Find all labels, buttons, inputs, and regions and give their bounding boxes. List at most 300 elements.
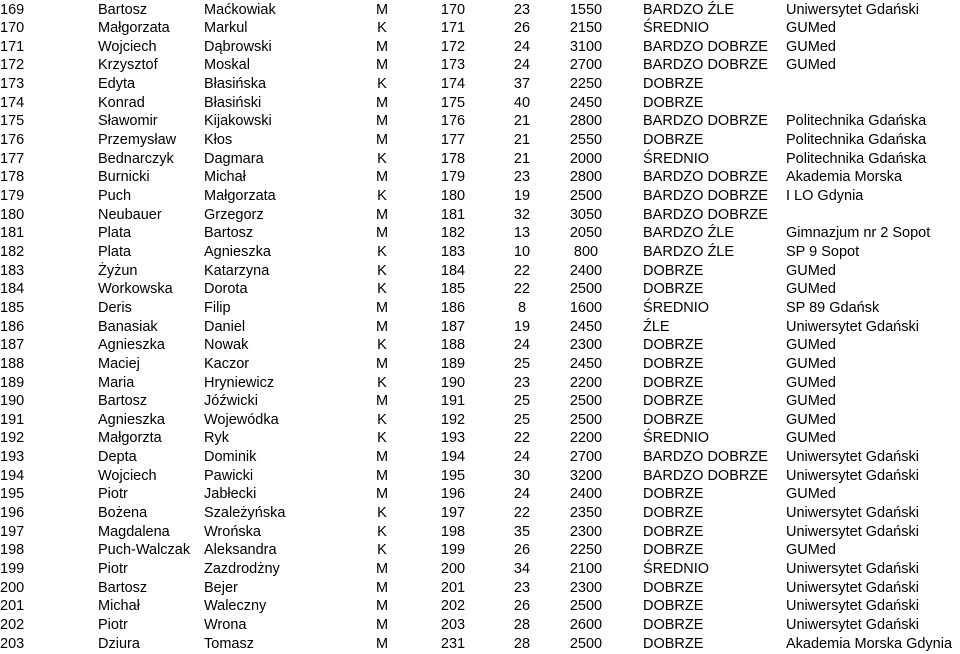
cell-col-5: 193 <box>440 430 466 447</box>
cell-institution: GUMed <box>786 393 836 410</box>
cell-col-6: 23 <box>513 169 531 186</box>
cell-col-7: 3100 <box>569 38 603 55</box>
cell-col-6: 21 <box>513 132 531 149</box>
table-row <box>0 224 960 242</box>
cell-col-7: 2600 <box>569 616 603 633</box>
cell-id: 170 <box>0 20 25 37</box>
cell-col-2: Depta <box>98 449 137 466</box>
cell-sex: K <box>377 374 387 391</box>
cell-rating: BARDZO DOBRZE <box>643 169 768 186</box>
cell-col-6: 25 <box>513 393 531 410</box>
cell-col-2: Bednarczyk <box>98 150 174 167</box>
cell-col-5: 182 <box>440 225 466 242</box>
cell-institution: Uniwersytet Gdański <box>786 505 919 522</box>
cell-institution: SP 9 Sopot <box>786 243 860 260</box>
cell-col-5: 198 <box>440 523 466 540</box>
cell-id: 184 <box>0 281 25 298</box>
table-row <box>0 411 960 429</box>
cell-col-7: 1550 <box>569 1 603 18</box>
cell-id: 172 <box>0 57 25 74</box>
cell-col-2: Bartosz <box>98 579 148 596</box>
cell-col-2: Agnieszka <box>98 337 165 354</box>
cell-col-5: 188 <box>440 337 466 354</box>
cell-institution: Politechnika Gdańska <box>786 132 927 149</box>
table-row <box>0 392 960 410</box>
cell-sex: M <box>375 393 389 410</box>
cell-id: 179 <box>0 188 25 204</box>
cell-col-7: 2250 <box>569 76 603 93</box>
cell-institution: GUMed <box>786 430 836 447</box>
cell-col-3: Aleksandra <box>204 542 277 559</box>
cell-rating: DOBRZE <box>643 132 704 149</box>
cell-col-5: 231 <box>440 635 466 652</box>
cell-col-7: 800 <box>573 243 599 260</box>
cell-col-3: Dagmara <box>204 150 264 167</box>
cell-col-7: 2250 <box>569 542 603 559</box>
cell-rating: DOBRZE <box>643 94 704 111</box>
cell-sex: K <box>377 411 387 428</box>
cell-col-2: Plata <box>98 225 132 242</box>
cell-id: 185 <box>0 299 25 316</box>
cell-institution: GUMed <box>786 374 836 391</box>
cell-sex: K <box>377 337 387 354</box>
cell-col-2: Piotr <box>98 486 128 503</box>
cell-id: 186 <box>0 318 25 335</box>
cell-rating: DOBRZE <box>643 598 704 615</box>
cell-rating: DOBRZE <box>643 486 704 503</box>
cell-col-2: Przemysław <box>98 132 177 149</box>
cell-institution: Uniwersytet Gdański <box>786 467 919 484</box>
cell-col-7: 1600 <box>569 299 603 316</box>
cell-rating: DOBRZE <box>643 542 704 559</box>
cell-col-5: 191 <box>440 393 466 410</box>
cell-institution: Politechnika Gdańska <box>786 113 927 130</box>
cell-col-5: 189 <box>440 355 466 372</box>
cell-col-2: Małgorzata <box>98 20 170 37</box>
cell-col-7: 2800 <box>569 113 603 130</box>
cell-col-2: Sławomir <box>98 113 158 130</box>
table-row <box>0 94 960 112</box>
cell-col-3: Kłos <box>204 132 233 149</box>
cell-col-2: Małgorzta <box>98 430 162 447</box>
cell-col-2: Bożena <box>98 505 148 522</box>
cell-col-5: 185 <box>440 281 466 298</box>
cell-col-3: Kijakowski <box>204 113 272 130</box>
cell-rating: DOBRZE <box>643 411 704 428</box>
cell-institution: I LO Gdynia <box>786 188 864 204</box>
cell-col-7: 2500 <box>569 188 603 204</box>
cell-institution: Akademia Morska <box>786 169 903 186</box>
cell-col-6: 24 <box>513 57 531 74</box>
cell-col-3: Błasińska <box>204 76 267 93</box>
table-row <box>0 243 960 261</box>
cell-col-7: 2300 <box>569 579 603 596</box>
cell-col-7: 2200 <box>569 374 603 391</box>
cell-institution: Uniwersytet Gdański <box>786 523 919 540</box>
cell-sex: M <box>375 57 389 74</box>
cell-rating: DOBRZE <box>643 76 704 93</box>
cell-col-6: 21 <box>513 113 531 130</box>
cell-col-3: Filip <box>204 299 231 316</box>
cell-sex: K <box>377 20 387 37</box>
table-row <box>0 560 960 578</box>
cell-institution: Akademia Morska Gdynia <box>786 635 953 652</box>
cell-col-2: Dziura <box>98 635 140 652</box>
cell-rating: BARDZO DOBRZE <box>643 449 768 466</box>
cell-col-6: 24 <box>513 449 531 466</box>
cell-col-5: 170 <box>440 1 466 18</box>
cell-col-6: 23 <box>513 1 531 18</box>
cell-col-6: 37 <box>513 76 531 93</box>
cell-col-7: 2000 <box>569 150 603 167</box>
cell-col-3: Daniel <box>204 318 246 335</box>
cell-col-3: Kaczor <box>204 355 250 372</box>
cell-col-3: Zazdrodżny <box>204 561 280 577</box>
cell-rating: ŚREDNIO <box>643 150 710 167</box>
cell-col-5: 171 <box>440 20 466 37</box>
cell-col-6: 34 <box>513 561 531 577</box>
cell-col-6: 23 <box>513 579 531 596</box>
cell-col-3: Moskal <box>204 57 250 74</box>
cell-col-2: Wojciech <box>98 467 157 484</box>
cell-rating: BARDZO DOBRZE <box>643 467 768 484</box>
cell-institution: GUMed <box>786 486 836 503</box>
cell-col-6: 22 <box>513 281 531 298</box>
table-row <box>0 206 960 224</box>
cell-col-5: 192 <box>440 411 466 428</box>
cell-institution: Gimnazjum nr 2 Sopot <box>786 225 931 242</box>
cell-sex: M <box>375 449 389 466</box>
cell-id: 203 <box>0 635 25 652</box>
cell-col-3: Wrońska <box>204 523 261 540</box>
cell-col-5: 178 <box>440 150 466 167</box>
cell-col-2: Puch <box>98 188 132 204</box>
cell-institution: GUMed <box>786 262 836 279</box>
cell-institution: Uniwersytet Gdański <box>786 598 919 615</box>
cell-col-3: Agnieszka <box>204 243 271 260</box>
cell-id: 187 <box>0 337 25 354</box>
cell-rating: DOBRZE <box>643 616 704 633</box>
cell-rating: DOBRZE <box>643 579 704 596</box>
cell-institution: GUMed <box>786 542 836 559</box>
cell-sex: K <box>377 430 387 447</box>
cell-col-7: 2450 <box>569 94 603 111</box>
cell-id: 188 <box>0 355 25 372</box>
cell-id: 176 <box>0 132 25 149</box>
cell-col-3: Jóźwicki <box>204 393 258 410</box>
cell-id: 199 <box>0 561 25 577</box>
cell-id: 200 <box>0 579 25 596</box>
cell-col-2: Piotr <box>98 561 128 577</box>
cell-col-3: Grzegorz <box>204 206 264 223</box>
table-row <box>0 187 960 205</box>
cell-sex: M <box>375 598 389 615</box>
cell-institution: Uniwersytet Gdański <box>786 561 919 577</box>
cell-institution: Uniwersytet Gdański <box>786 1 919 18</box>
cell-institution: GUMed <box>786 281 836 298</box>
cell-institution: GUMed <box>786 57 836 74</box>
cell-rating: ŹLE <box>643 318 670 335</box>
cell-col-6: 19 <box>513 318 531 335</box>
cell-sex: M <box>375 38 389 55</box>
cell-col-7: 2350 <box>569 505 603 522</box>
cell-col-7: 2300 <box>569 337 603 354</box>
cell-sex: M <box>375 1 389 18</box>
table-row <box>0 56 960 74</box>
cell-col-6: 19 <box>513 188 531 204</box>
cell-rating: BARDZO ŹLE <box>643 1 735 18</box>
cell-col-7: 2500 <box>569 393 603 410</box>
cell-col-6: 28 <box>513 616 531 633</box>
cell-col-2: Workowska <box>98 281 173 298</box>
cell-sex: K <box>377 150 387 167</box>
table-row <box>0 299 960 317</box>
cell-col-3: Nowak <box>204 337 249 354</box>
cell-sex: M <box>375 169 389 186</box>
cell-col-5: 173 <box>440 57 466 74</box>
cell-rating: DOBRZE <box>643 281 704 298</box>
cell-id: 190 <box>0 393 25 410</box>
cell-col-7: 3200 <box>569 467 603 484</box>
cell-col-5: 187 <box>440 318 466 335</box>
cell-col-7: 2400 <box>569 262 603 279</box>
cell-sex: M <box>375 467 389 484</box>
cell-col-5: 203 <box>440 616 466 633</box>
cell-rating: BARDZO DOBRZE <box>643 188 768 204</box>
cell-col-3: Ryk <box>204 430 229 447</box>
cell-id: 173 <box>0 76 25 93</box>
table-row <box>0 635 960 653</box>
cell-col-5: 177 <box>440 132 466 149</box>
cell-col-3: Bejer <box>204 579 238 596</box>
cell-institution: Uniwersytet Gdański <box>786 449 919 466</box>
cell-col-2: Neubauer <box>98 206 162 223</box>
cell-col-2: Konrad <box>98 94 145 111</box>
cell-col-5: 184 <box>440 262 466 279</box>
cell-col-7: 2450 <box>569 318 603 335</box>
table-row <box>0 262 960 280</box>
cell-col-6: 24 <box>513 486 531 503</box>
cell-col-2: Maciej <box>98 355 140 372</box>
cell-sex: M <box>375 486 389 503</box>
cell-sex: M <box>375 113 389 130</box>
cell-id: 183 <box>0 262 25 279</box>
cell-col-7: 2150 <box>569 20 603 37</box>
cell-col-6: 25 <box>513 411 531 428</box>
table-row <box>0 504 960 522</box>
cell-col-5: 202 <box>440 598 466 615</box>
cell-institution: GUMed <box>786 355 836 372</box>
cell-col-5: 181 <box>440 206 466 223</box>
cell-rating: DOBRZE <box>643 393 704 410</box>
table-row <box>0 168 960 186</box>
cell-col-7: 2200 <box>569 430 603 447</box>
cell-col-6: 25 <box>513 355 531 372</box>
cell-col-7: 2700 <box>569 57 603 74</box>
cell-col-3: Markul <box>204 20 248 37</box>
cell-sex: M <box>375 94 389 111</box>
cell-rating: BARDZO ŹLE <box>643 243 735 260</box>
cell-sex: K <box>377 523 387 540</box>
cell-col-6: 22 <box>513 505 531 522</box>
cell-sex: K <box>377 262 387 279</box>
cell-institution: GUMed <box>786 411 836 428</box>
cell-rating: DOBRZE <box>643 337 704 354</box>
cell-col-5: 172 <box>440 38 466 55</box>
cell-col-6: 22 <box>513 262 531 279</box>
cell-sex: M <box>375 299 389 316</box>
cell-col-3: Hryniewicz <box>204 374 275 391</box>
cell-col-3: Bartosz <box>204 225 254 242</box>
cell-sex: M <box>375 355 389 372</box>
cell-col-2: Burnicki <box>98 169 150 186</box>
cell-col-3: Wojewódka <box>204 411 279 428</box>
cell-id: 193 <box>0 449 25 466</box>
cell-col-5: 197 <box>440 505 466 522</box>
cell-rating: ŚREDNIO <box>643 299 710 316</box>
cell-sex: M <box>375 318 389 335</box>
cell-id: 189 <box>0 374 25 391</box>
cell-col-3: Michał <box>204 169 246 186</box>
cell-col-3: Tomasz <box>204 635 254 652</box>
cell-col-6: 26 <box>513 20 531 37</box>
cell-id: 197 <box>0 523 25 540</box>
cell-id: 178 <box>0 169 25 186</box>
cell-col-2: Bartosz <box>98 393 148 410</box>
table-row <box>0 38 960 56</box>
cell-sex: K <box>377 542 387 559</box>
cell-id: 196 <box>0 505 25 522</box>
cell-id: 194 <box>0 467 25 484</box>
table-row <box>0 75 960 93</box>
table-row <box>0 616 960 634</box>
cell-rating: DOBRZE <box>643 374 704 391</box>
cell-col-6: 10 <box>513 243 531 260</box>
cell-col-5: 183 <box>440 243 466 260</box>
cell-rating: BARDZO DOBRZE <box>643 113 768 130</box>
cell-id: 174 <box>0 94 25 111</box>
cell-col-6: 8 <box>517 299 527 316</box>
table-row <box>0 597 960 615</box>
cell-col-3: Maćkowiak <box>204 1 276 18</box>
cell-id: 202 <box>0 616 25 633</box>
cell-col-7: 2400 <box>569 486 603 503</box>
cell-id: 182 <box>0 243 25 260</box>
cell-col-3: Dorota <box>204 281 248 298</box>
cell-rating: BARDZO ŹLE <box>643 225 735 242</box>
cell-col-2: Agnieszka <box>98 411 165 428</box>
table-row <box>0 467 960 485</box>
cell-col-7: 2500 <box>569 411 603 428</box>
cell-col-5: 201 <box>440 579 466 596</box>
cell-id: 171 <box>0 38 25 55</box>
cell-col-6: 24 <box>513 337 531 354</box>
cell-id: 175 <box>0 113 25 130</box>
cell-col-5: 200 <box>440 561 466 577</box>
cell-id: 198 <box>0 542 25 559</box>
cell-col-2: Żyżun <box>98 262 138 279</box>
table-row <box>0 150 960 168</box>
cell-rating: ŚREDNIO <box>643 430 710 447</box>
cell-col-2: Plata <box>98 243 132 260</box>
cell-sex: M <box>375 206 389 223</box>
cell-col-7: 2550 <box>569 132 603 149</box>
table-row <box>0 448 960 466</box>
cell-rating: DOBRZE <box>643 635 704 652</box>
table-row <box>0 318 960 336</box>
table-row <box>0 541 960 559</box>
cell-institution: Uniwersytet Gdański <box>786 318 919 335</box>
cell-id: 180 <box>0 206 25 223</box>
cell-col-3: Jabłecki <box>204 486 257 503</box>
table-row <box>0 579 960 597</box>
cell-sex: M <box>375 132 389 149</box>
cell-col-3: Wrona <box>204 616 247 633</box>
cell-col-7: 2050 <box>569 225 603 242</box>
cell-sex: K <box>377 76 387 93</box>
cell-col-6: 24 <box>513 38 531 55</box>
cell-col-3: Dominik <box>204 449 257 466</box>
cell-col-5: 179 <box>440 169 466 186</box>
cell-col-5: 186 <box>440 299 466 316</box>
cell-col-3: Małgorzata <box>204 188 276 204</box>
cell-col-5: 174 <box>440 76 466 93</box>
cell-col-2: Michał <box>98 598 140 615</box>
cell-col-5: 199 <box>440 542 466 559</box>
cell-col-6: 28 <box>513 635 531 652</box>
cell-sex: M <box>375 561 389 577</box>
cell-col-7: 2100 <box>569 561 603 577</box>
cell-col-7: 2500 <box>569 281 603 298</box>
cell-col-2: Magdalena <box>98 523 170 540</box>
cell-col-5: 194 <box>440 449 466 466</box>
cell-col-7: 2500 <box>569 635 603 652</box>
table-row <box>0 131 960 149</box>
cell-col-3: Waleczny <box>204 598 267 615</box>
cell-col-3: Szależyńska <box>204 505 286 522</box>
table-row <box>0 280 960 298</box>
cell-id: 169 <box>0 1 25 18</box>
cell-col-7: 3050 <box>569 206 603 223</box>
cell-col-6: 35 <box>513 523 531 540</box>
cell-col-6: 32 <box>513 206 531 223</box>
table-row <box>0 485 960 503</box>
table-row <box>0 523 960 541</box>
cell-institution: Uniwersytet Gdański <box>786 616 919 633</box>
cell-sex: K <box>377 281 387 298</box>
cell-sex: M <box>375 616 389 633</box>
cell-id: 181 <box>0 225 25 242</box>
cell-col-7: 2450 <box>569 355 603 372</box>
cell-col-7: 2800 <box>569 169 603 186</box>
cell-col-2: Maria <box>98 374 135 391</box>
cell-col-6: 30 <box>513 467 531 484</box>
table-row <box>0 336 960 354</box>
cell-col-2: Puch-Walczak <box>98 542 191 559</box>
cell-sex: K <box>377 243 387 260</box>
cell-rating: DOBRZE <box>643 523 704 540</box>
cell-rating: BARDZO DOBRZE <box>643 57 768 74</box>
cell-col-6: 26 <box>513 598 531 615</box>
cell-col-5: 190 <box>440 374 466 391</box>
cell-col-2: Wojciech <box>98 38 157 55</box>
cell-institution: GUMed <box>786 20 836 37</box>
cell-institution: GUMed <box>786 337 836 354</box>
table-row <box>0 355 960 373</box>
cell-id: 192 <box>0 430 25 447</box>
cell-col-6: 13 <box>513 225 531 242</box>
cell-col-5: 195 <box>440 467 466 484</box>
